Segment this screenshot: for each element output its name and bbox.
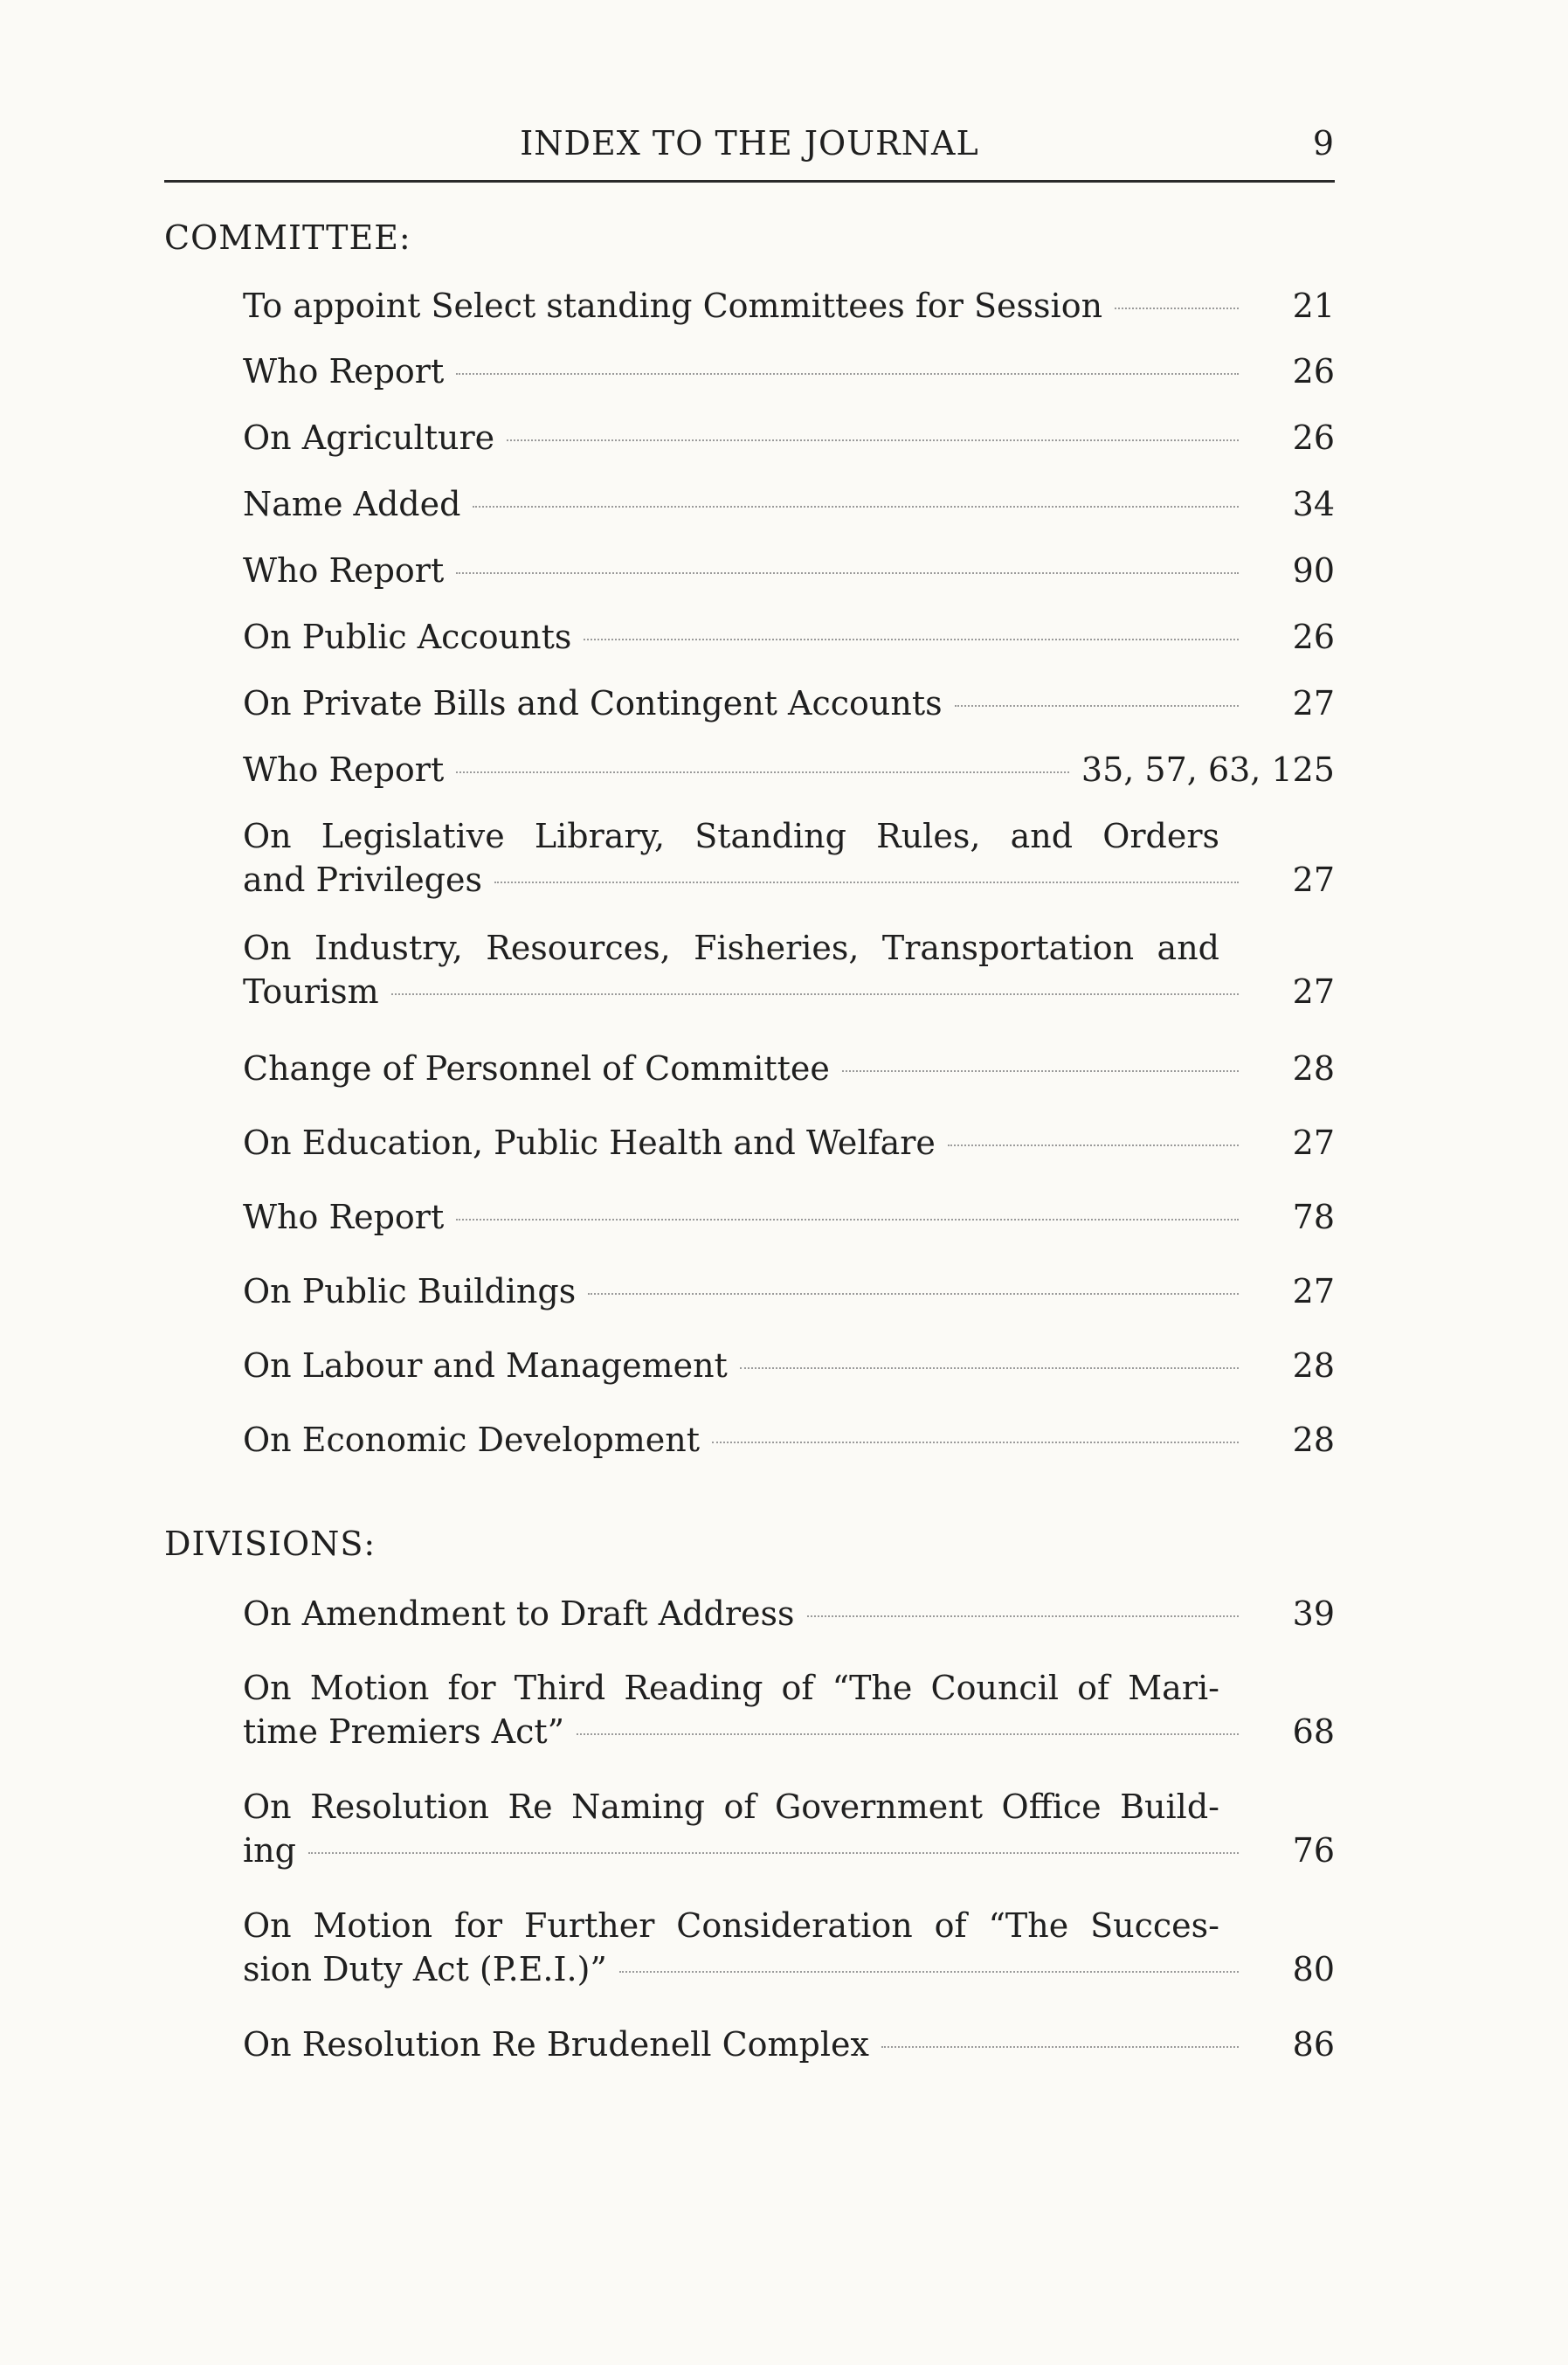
- dot-leader: [577, 1733, 1239, 1735]
- index-entry: [243, 1269, 1335, 1313]
- index-entry: [243, 549, 1335, 592]
- entry-text: Tourism: [243, 972, 379, 1011]
- dot-leader: [842, 1070, 1239, 1072]
- entry-text-line: On Motion for Third Reading of “The Council of Mari-: [243, 1669, 1219, 1707]
- entry-text-line: On Industry, Resources, Fisheries, Transportation and: [243, 929, 1219, 967]
- index-entry: [243, 1195, 1335, 1239]
- entry-text: On Resolution Re Brudenell Complex: [243, 2025, 869, 2064]
- index-entry: [243, 1418, 1335, 1462]
- entry-page-ref: 26: [1292, 418, 1335, 457]
- dot-leader: [712, 1442, 1239, 1443]
- index-entry: [243, 681, 1335, 725]
- entry-page-ref: 27: [1292, 1124, 1335, 1162]
- entry-text: and Privileges: [243, 861, 482, 899]
- entry-text: Who Report: [243, 1198, 445, 1236]
- entry-text-line: On Legislative Library, Standing Rules, and Orders: [243, 817, 1219, 855]
- entry-page-ref: 39: [1292, 1594, 1335, 1633]
- header-rule: [164, 180, 1335, 183]
- index-entry: [243, 1121, 1335, 1165]
- dot-leader: [308, 1852, 1239, 1854]
- index-entry: [243, 1047, 1335, 1090]
- index-entry: [243, 1785, 1335, 1872]
- dot-leader: [807, 1615, 1240, 1617]
- index-entry: [243, 615, 1335, 659]
- index-entry: [243, 482, 1335, 526]
- running-head: [164, 124, 1335, 169]
- entry-page-ref: 27: [1292, 684, 1335, 723]
- index-entry: [243, 416, 1335, 460]
- entry-text: Name Added: [243, 485, 461, 523]
- dot-leader: [740, 1367, 1239, 1369]
- entry-text: Change of Personnel of Committee: [243, 1049, 830, 1088]
- page-number: 9: [1312, 124, 1335, 163]
- index-entry: [243, 926, 1335, 1013]
- entry-page-ref: 27: [1292, 861, 1335, 899]
- entry-page-ref: 34: [1292, 485, 1335, 523]
- entry-page-ref: 26: [1292, 618, 1335, 656]
- entry-text-line: On Motion for Further Consideration of “The Succes-: [243, 1906, 1219, 1945]
- index-entry: [243, 1666, 1335, 1753]
- dot-leader: [456, 373, 1239, 375]
- entry-page-ref: 68: [1292, 1712, 1335, 1751]
- index-entry: [243, 2023, 1335, 2066]
- entry-text: Who Report: [243, 352, 445, 391]
- dot-leader: [881, 2046, 1239, 2048]
- section-heading-committee: COMMITTEE:: [164, 218, 411, 257]
- entry-page-ref: 28: [1292, 1049, 1335, 1088]
- dot-leader: [1115, 308, 1239, 309]
- entry-text: On Amendment to Draft Address: [243, 1594, 795, 1633]
- entry-page-ref: 21: [1292, 287, 1335, 325]
- entry-page-ref: 28: [1292, 1421, 1335, 1459]
- index-entry: [243, 814, 1335, 902]
- dot-leader: [456, 1219, 1239, 1221]
- entry-page-ref: 26: [1292, 352, 1335, 391]
- index-entry: [243, 349, 1335, 393]
- entry-page-ref: 90: [1292, 551, 1335, 590]
- dot-leader: [473, 506, 1239, 508]
- dot-leader: [955, 705, 1239, 707]
- index-entry: [243, 1592, 1335, 1635]
- entry-text: On Agriculture: [243, 418, 495, 457]
- dot-leader: [507, 439, 1239, 441]
- entry-text: On Education, Public Health and Welfare: [243, 1124, 936, 1162]
- entry-text: Who Report: [243, 551, 445, 590]
- dot-leader: [619, 1971, 1239, 1973]
- page-title: INDEX TO THE JOURNAL: [520, 124, 979, 163]
- dot-leader: [588, 1293, 1239, 1295]
- entry-text: sion Duty Act (P.E.I.)”: [243, 1950, 607, 1988]
- index-entry: [243, 748, 1335, 792]
- entry-page-ref: 35, 57, 63, 125: [1081, 750, 1335, 789]
- entry-page-ref: 27: [1292, 1272, 1335, 1310]
- index-entry: [243, 1904, 1335, 1991]
- entry-text: On Private Bills and Contingent Accounts: [243, 684, 943, 723]
- entry-page-ref: 86: [1292, 2025, 1335, 2064]
- dot-leader: [391, 993, 1239, 995]
- entry-text-line: On Resolution Re Naming of Government Office Build-: [243, 1788, 1219, 1826]
- dot-leader: [584, 639, 1239, 640]
- entry-text: To appoint Select standing Committees for Session: [243, 287, 1103, 325]
- entry-page-ref: 80: [1292, 1950, 1335, 1988]
- entry-text: On Public Buildings: [243, 1272, 577, 1310]
- entry-page-ref: 27: [1292, 972, 1335, 1011]
- entry-text: ing: [243, 1831, 296, 1870]
- dot-leader: [456, 771, 1069, 773]
- entry-text: On Labour and Management: [243, 1346, 728, 1385]
- entry-page-ref: 76: [1292, 1831, 1335, 1870]
- dot-leader: [948, 1144, 1239, 1146]
- dot-leader: [456, 572, 1239, 574]
- entry-text: Who Report: [243, 750, 445, 789]
- index-entry: [243, 284, 1335, 328]
- entry-text: On Economic Development: [243, 1421, 701, 1459]
- dot-leader: [494, 882, 1239, 883]
- entry-page-ref: 28: [1292, 1346, 1335, 1385]
- index-entry: [243, 1344, 1335, 1387]
- section-heading-divisions: DIVISIONS:: [164, 1525, 376, 1563]
- entry-text: On Public Accounts: [243, 618, 572, 656]
- entry-page-ref: 78: [1292, 1198, 1335, 1236]
- entry-text: time Premiers Act”: [243, 1712, 565, 1751]
